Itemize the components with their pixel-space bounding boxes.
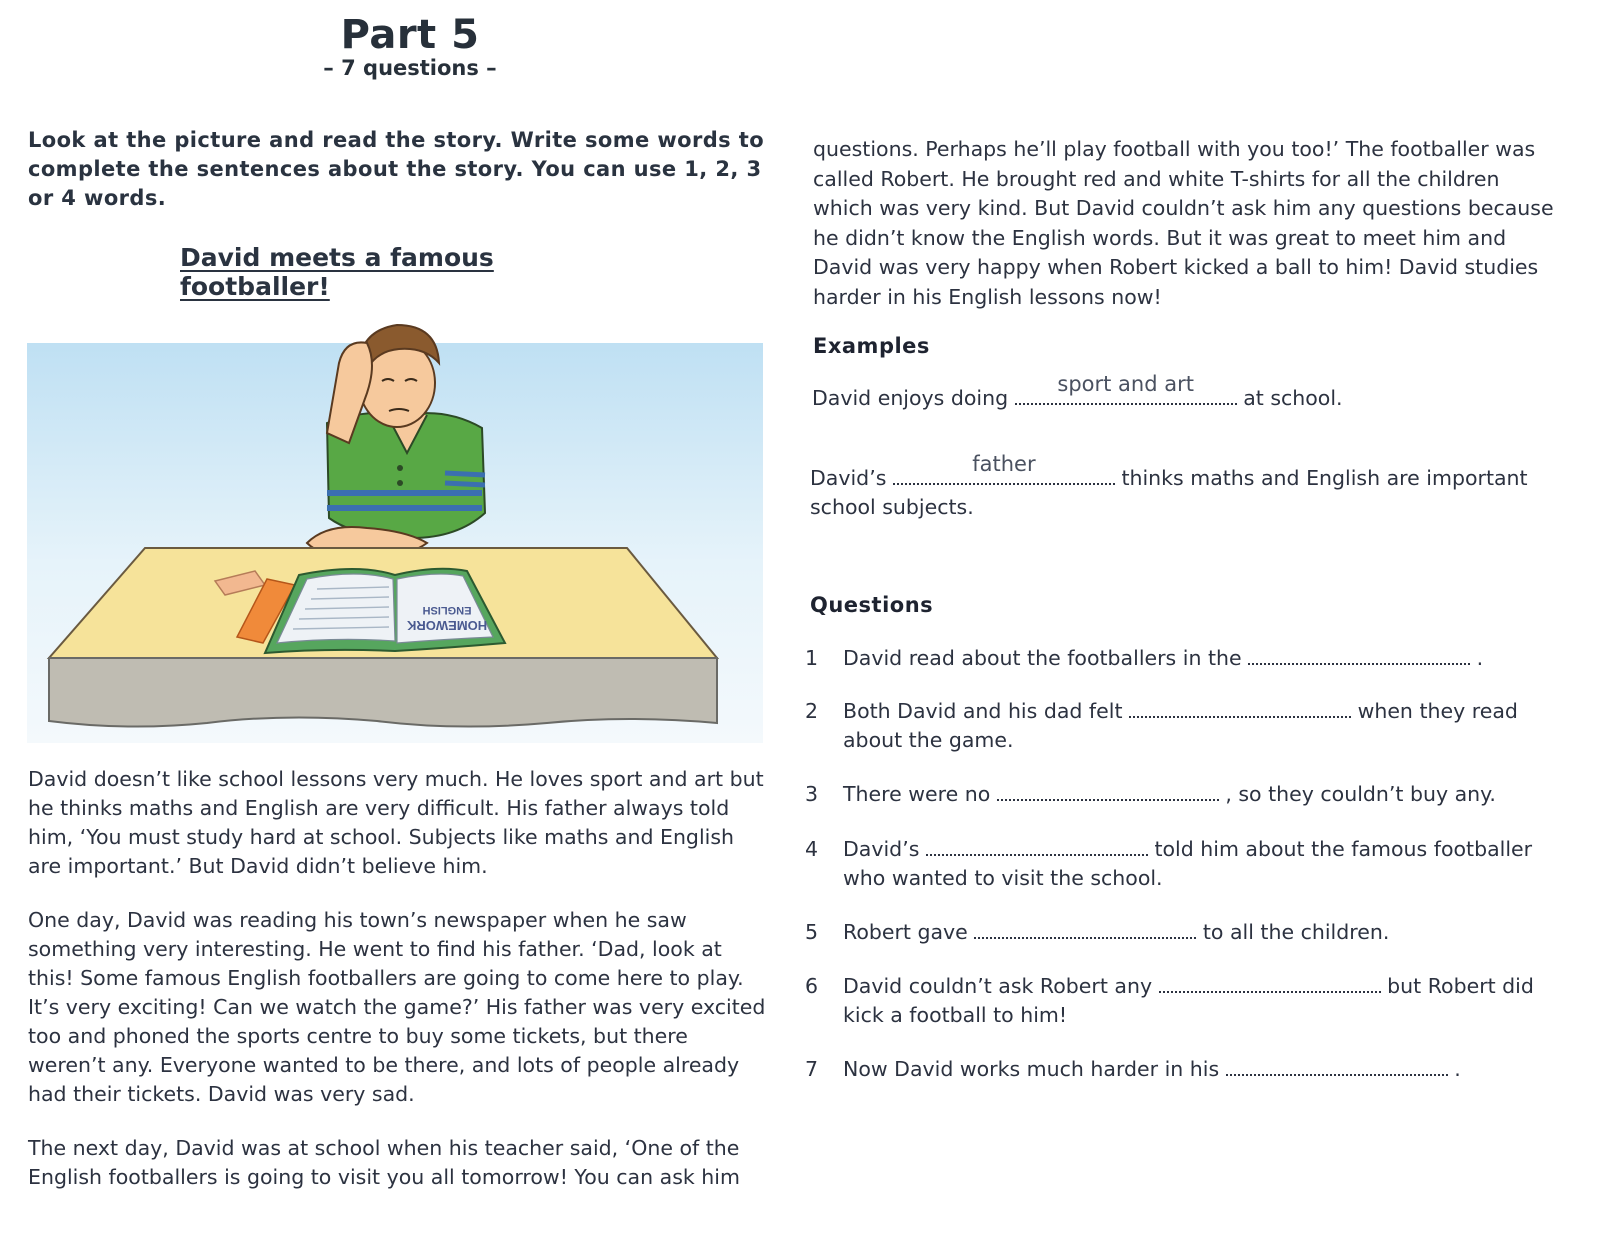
part-subtitle: – 7 questions – (323, 56, 497, 80)
question-2-number: 2 (805, 699, 819, 723)
example-2-after2: school subjects. (810, 495, 974, 519)
example-1-blank (1015, 372, 1237, 405)
question-4-after: told him about the famous footballer (1154, 837, 1533, 861)
question-5-after: to all the children. (1202, 920, 1390, 944)
example-1-before: David enjoys doing (812, 386, 1009, 410)
question-4-before: David’s (843, 837, 920, 861)
table-front (49, 658, 717, 727)
question-6-before: David couldn’t ask Robert any (843, 974, 1153, 998)
question-6-after2: kick a football to him! (843, 1003, 1068, 1027)
question-4-after2: who wanted to visit the school. (843, 866, 1163, 890)
story-illustration (27, 303, 763, 743)
question-4-answer-field[interactable] (926, 836, 1148, 856)
question-4-number: 4 (805, 837, 819, 861)
questions-heading: Questions (810, 593, 934, 617)
story-paragraph-3: The next day, David was at school when his teacher said, ‘One of the English footballers is going to visit you all tomorrow! You can ask him (28, 1136, 740, 1189)
question-2-before: Both David and his dad felt (843, 699, 1123, 723)
question-1-number: 1 (805, 646, 819, 670)
question-1-answer-field[interactable] (1248, 645, 1470, 665)
book-label-english: ENGLISH (422, 604, 472, 616)
question-7-number: 7 (805, 1057, 819, 1081)
question-6-answer-field[interactable] (1159, 973, 1381, 993)
story-paragraph-1: David doesn’t like school lessons very much. He loves sport and art but he thinks maths and English are very difficult. His father always told him, ‘You must study hard at school. Subjects like maths and English are important.’ But David didn’t believe him. (28, 767, 764, 878)
question-3-number: 3 (805, 782, 819, 806)
question-1-before: David read about the footballers in the (843, 646, 1242, 670)
story-paragraph-4: questions. Perhaps he’ll play football with you too!’ The footballer was called Robert. He brought red and white T-shirts for all the children which was very kind. But David couldn’t ask him any questions because he didn’t know the English words. But it was great to meet him and David was very happy when Robert kicked a ball to him! David studies harder in his English lessons now! (813, 137, 1554, 309)
question-2-after: when they read (1357, 699, 1518, 723)
example-2-before: David’s (810, 466, 887, 490)
part-title: Part 5 (340, 12, 480, 58)
story-title: David meets a famous footballer! (180, 243, 494, 301)
example-2 (810, 452, 1550, 522)
book-label-homework: HOMEWORK (406, 618, 488, 633)
example-2-after: thinks maths and English are important (1121, 466, 1528, 490)
question-3-answer-field[interactable] (997, 781, 1219, 801)
example-1 (812, 372, 1552, 413)
question-1-after: . (1476, 646, 1484, 670)
question-7-before: Now David works much harder in his (843, 1057, 1220, 1081)
example-1-answer: sport and art (1057, 372, 1194, 396)
question-7-after: . (1454, 1057, 1461, 1081)
example-2-answer: father (972, 452, 1036, 476)
question-3-after: , so they couldn’t buy any. (1225, 782, 1496, 806)
example-2-blank (893, 452, 1115, 485)
instructions: Look at the picture and read the story. Write some words to complete the sentences about the story. You can use 1, 2, 3 or 4 words. (28, 128, 765, 210)
question-7-answer-field[interactable] (1226, 1056, 1448, 1076)
example-1-after: at school. (1243, 386, 1343, 410)
question-3-before: There were no (843, 782, 991, 806)
question-5-before: Robert gave (843, 920, 968, 944)
question-6-number: 6 (805, 974, 819, 998)
question-2-after2: about the game. (843, 728, 1014, 752)
examples-heading: Examples (813, 334, 930, 358)
question-5-answer-field[interactable] (974, 919, 1196, 939)
question-5-number: 5 (805, 920, 819, 944)
question-2-answer-field[interactable] (1129, 698, 1351, 718)
story-paragraph-2: One day, David was reading his town’s newspaper when he saw something very interesting. He went to find his father. ‘Dad, look at this! Some famous English footballers are going to come here to play. It’s very exciting! Can we watch the game?’ His father was very excited too and phoned the sports centre to buy some tickets, but there weren’t any. Everyone wanted to be there, and lots of people already had their tickets. David was very sad. (28, 908, 766, 1106)
question-6-after: but Robert did (1387, 974, 1534, 998)
